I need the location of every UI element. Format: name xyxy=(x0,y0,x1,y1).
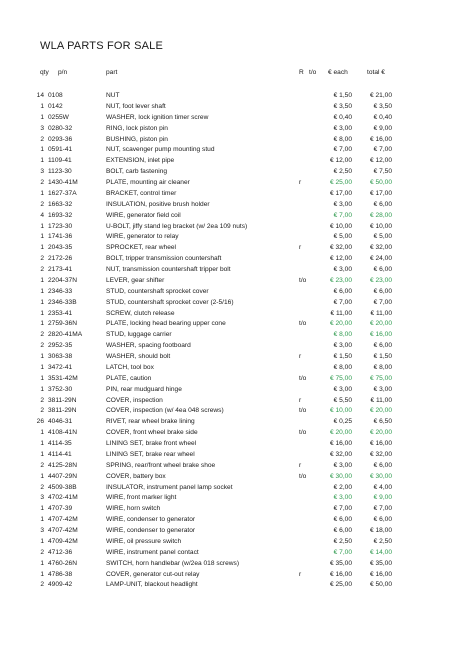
row-each-price: € 7,00 xyxy=(333,505,352,513)
row-each-price: € 12,00 xyxy=(330,157,352,165)
row-part-number: 0108 xyxy=(48,92,63,99)
row-part-name: STUD, luggage carrier xyxy=(106,331,172,339)
row-part-number: 2952-35 xyxy=(48,342,73,350)
row-each-price: € 7,00 xyxy=(333,298,352,306)
row-each-price: € 16,00 xyxy=(330,440,352,447)
row-each-price: € 30,00 xyxy=(330,472,352,480)
row-part-name: WIRE, horn switch xyxy=(106,505,161,513)
row-each-price: € 1,50 xyxy=(333,92,352,99)
row-part-number: 1123-30 xyxy=(48,168,72,176)
row-part-number: 2353-41 xyxy=(48,309,73,317)
row-part-number: 0255W xyxy=(48,113,69,121)
row-each-price: € 35,00 xyxy=(330,559,352,567)
row-each-price: € 6,00 xyxy=(333,287,352,295)
row-each-price: € 16,00 xyxy=(330,570,352,578)
row-part-name: WIRE, generator to relay xyxy=(106,233,179,241)
list-item xyxy=(0,526,459,537)
list-item xyxy=(0,113,459,124)
row-part-name: LINING SET, brake rear wheel xyxy=(106,450,195,458)
row-part-name: NUT, scavenger pump mounting stud xyxy=(106,146,215,154)
header-pn: p/n xyxy=(58,69,68,76)
row-part-name: PLATE, locking head bearing upper cone xyxy=(106,320,226,328)
row-total-price: € 16,00 xyxy=(370,135,392,143)
row-qty: 2 xyxy=(40,396,44,404)
row-part-number: 0591-41 xyxy=(48,146,73,154)
row-total-price: € 75,00 xyxy=(370,374,392,382)
row-each-price: € 3,00 xyxy=(333,200,352,208)
row-part-number: 4407-29N xyxy=(48,472,77,480)
row-r-to: r xyxy=(299,396,302,404)
row-total-price: € 6,00 xyxy=(373,287,392,295)
row-total-price: € 32,00 xyxy=(370,450,392,458)
row-qty: 1 xyxy=(40,450,44,458)
list-item xyxy=(0,396,459,407)
row-each-price: € 0,25 xyxy=(333,418,352,426)
row-each-price: € 8,00 xyxy=(333,135,352,143)
row-each-price: € 11,00 xyxy=(330,309,352,317)
header-total: total € xyxy=(367,69,385,76)
row-total-price: € 6,00 xyxy=(373,342,392,350)
list-item xyxy=(0,156,459,167)
row-total-price: € 4,00 xyxy=(373,483,392,491)
row-each-price: € 6,00 xyxy=(333,527,352,534)
row-part-number: 3472-41 xyxy=(48,363,73,371)
header-r: R xyxy=(299,69,304,76)
row-qty: 14 xyxy=(36,92,44,99)
row-qty: 26 xyxy=(36,418,44,426)
row-part-name: WIRE, instrument panel contact xyxy=(106,548,199,556)
list-item xyxy=(0,428,459,439)
row-each-price: € 2,50 xyxy=(333,537,352,545)
list-item xyxy=(0,559,459,570)
row-part-name: SWITCH, horn handlebar (w/2ea 018 screws) xyxy=(106,559,240,567)
row-part-number: 4760-26N xyxy=(48,559,77,567)
row-part-number: 0293-36 xyxy=(48,135,73,143)
row-part-number: 2346-33 xyxy=(48,287,73,295)
row-r-to: r xyxy=(299,570,302,578)
row-part-name: BOLT, tripper transmission countershaft xyxy=(106,255,222,263)
row-qty: 1 xyxy=(40,537,44,545)
row-qty: 1 xyxy=(40,516,44,524)
row-each-price: € 5,50 xyxy=(333,396,352,404)
row-qty: 2 xyxy=(40,581,44,589)
row-part-name: COVER, battery box xyxy=(106,472,166,480)
row-qty: 2 xyxy=(40,407,44,415)
list-item xyxy=(0,439,459,450)
row-part-number: 4046-31 xyxy=(48,418,73,426)
row-part-name: LATCH, tool box xyxy=(106,363,154,371)
row-part-number: 1693-32 xyxy=(48,211,73,219)
row-total-price: € 32,00 xyxy=(370,244,392,252)
row-qty: 2 xyxy=(40,135,44,143)
row-qty: 2 xyxy=(40,342,44,350)
list-item xyxy=(0,222,459,233)
row-r-to: r xyxy=(299,244,302,252)
row-part-name: COVER, generator cut-out relay xyxy=(106,570,200,578)
row-qty: 2 xyxy=(40,200,44,208)
row-total-price: € 8,00 xyxy=(373,363,392,371)
row-qty: 3 xyxy=(40,168,44,176)
row-each-price: € 8,00 xyxy=(333,363,352,371)
list-item xyxy=(0,189,459,200)
row-total-price: € 7,00 xyxy=(373,505,392,513)
row-qty: 1 xyxy=(40,102,44,110)
list-item xyxy=(0,167,459,178)
row-total-price: € 3,50 xyxy=(373,102,392,110)
list-item xyxy=(0,363,459,374)
row-part-name: WASHER, spacing footboard xyxy=(106,342,191,350)
list-item xyxy=(0,417,459,428)
list-item xyxy=(0,145,459,156)
row-r-to: r xyxy=(299,461,302,469)
row-total-price: € 17,00 xyxy=(370,189,392,197)
row-each-price: € 25,00 xyxy=(330,179,352,186)
row-part-number: 0280-32 xyxy=(48,124,73,132)
row-part-name: NUT xyxy=(106,92,120,99)
row-total-price: € 30,00 xyxy=(370,472,392,480)
row-each-price: € 7,00 xyxy=(333,548,352,556)
row-total-price: € 0,40 xyxy=(373,113,392,121)
row-total-price: € 1,50 xyxy=(373,353,392,360)
row-part-name: BOLT, carb fastening xyxy=(106,168,168,176)
list-item xyxy=(0,178,459,189)
row-total-price: € 18,00 xyxy=(370,527,392,534)
row-part-number: 4509-38B xyxy=(48,483,77,491)
row-qty: 1 xyxy=(40,233,44,241)
row-qty: 1 xyxy=(40,570,44,578)
row-part-number: 4125-28N xyxy=(48,461,77,469)
row-qty: 3 xyxy=(40,494,44,502)
row-part-number: 1109-41 xyxy=(48,157,72,165)
row-total-price: € 21,00 xyxy=(370,92,392,99)
row-part-number: 4786-38 xyxy=(48,570,73,578)
row-part-name: EXTENSION, inlet pipe xyxy=(106,157,175,165)
row-each-price: € 3,00 xyxy=(333,385,352,393)
row-total-price: € 11,00 xyxy=(370,396,392,404)
row-part-name: COVER, inspection (w/ 4ea 048 screws) xyxy=(106,407,224,415)
header-part: part xyxy=(106,69,118,76)
row-total-price: € 20,00 xyxy=(370,429,392,437)
row-each-price: € 3,00 xyxy=(333,461,352,469)
row-part-name: RING, lock piston pin xyxy=(106,124,168,132)
list-item xyxy=(0,91,459,102)
list-item xyxy=(0,319,459,330)
row-each-price: € 10,00 xyxy=(330,407,352,415)
row-each-price: € 2,50 xyxy=(333,168,352,176)
row-part-name: U-BOLT, jiffy stand leg bracket (w/ 2ea 109 nuts) xyxy=(106,222,248,230)
row-total-price: € 11,00 xyxy=(370,309,392,317)
row-each-price: € 20,00 xyxy=(330,320,352,328)
list-item xyxy=(0,276,459,287)
row-part-number: 3752-30 xyxy=(48,385,73,393)
list-item xyxy=(0,124,459,135)
row-qty: 1 xyxy=(40,472,44,480)
row-part-name: WIRE, oil pressure switch xyxy=(106,537,182,545)
row-each-price: € 3,50 xyxy=(333,102,352,110)
row-part-name: BRACKET, control timer xyxy=(106,189,177,197)
row-part-number: 1663-32 xyxy=(48,200,73,208)
row-qty: 1 xyxy=(40,146,44,154)
row-qty: 1 xyxy=(40,309,44,317)
row-qty: 1 xyxy=(40,298,44,306)
row-qty: 1 xyxy=(40,429,44,437)
row-each-price: € 32,00 xyxy=(330,244,352,252)
row-qty: 2 xyxy=(40,179,44,186)
row-r-to: t/o xyxy=(299,276,307,284)
row-total-price: € 6,50 xyxy=(373,418,392,426)
row-part-number: 0142 xyxy=(48,102,63,110)
row-r-to: t/o xyxy=(299,320,307,328)
row-part-number: 1741-36 xyxy=(48,233,73,241)
row-part-number: 2173-41 xyxy=(48,266,73,273)
row-part-name: PLATE, mounting air cleaner xyxy=(106,179,190,186)
row-part-number: 4707-39 xyxy=(48,505,73,513)
header-qty: qty xyxy=(40,69,49,76)
list-item xyxy=(0,243,459,254)
parts-list xyxy=(0,91,459,591)
row-part-name: PLATE, caution xyxy=(106,374,152,382)
row-part-name: WIRE, condenser to generator xyxy=(106,516,196,524)
row-each-price: € 25,00 xyxy=(330,581,352,589)
row-each-price: € 5,00 xyxy=(333,233,352,241)
row-qty: 4 xyxy=(40,211,44,219)
row-total-price: € 9,00 xyxy=(373,494,392,502)
row-total-price: € 14,00 xyxy=(370,548,392,556)
row-total-price: € 20,00 xyxy=(370,407,392,415)
row-total-price: € 12,00 xyxy=(370,157,392,165)
row-qty: 1 xyxy=(40,157,44,165)
row-qty: 2 xyxy=(40,483,44,491)
row-qty: 1 xyxy=(40,385,44,393)
row-qty: 3 xyxy=(40,527,44,534)
row-part-number: 3531-42M xyxy=(48,374,78,382)
row-part-name: PIN, rear mudguard hinge xyxy=(106,385,182,393)
row-qty: 1 xyxy=(40,320,44,328)
row-part-number: 2204-37N xyxy=(48,276,77,284)
header-each: € each xyxy=(328,69,348,76)
row-part-name: STUD, countershaft sprocket cover xyxy=(106,287,209,295)
row-each-price: € 8,00 xyxy=(333,331,352,339)
row-part-number: 4108-41N xyxy=(48,429,77,437)
row-each-price: € 3,00 xyxy=(333,494,352,502)
list-item xyxy=(0,309,459,320)
row-r-to: t/o xyxy=(299,374,307,382)
row-part-name: NUT, foot lever shaft xyxy=(106,102,166,110)
row-qty: 2 xyxy=(40,255,44,263)
row-total-price: € 2,50 xyxy=(373,537,392,545)
row-each-price: € 3,00 xyxy=(333,124,352,132)
list-item xyxy=(0,200,459,211)
row-part-number: 1627-37A xyxy=(48,189,77,197)
header-to: t/o xyxy=(309,69,317,76)
row-total-price: € 24,00 xyxy=(370,255,392,263)
row-each-price: € 12,00 xyxy=(330,255,352,263)
row-qty: 1 xyxy=(40,113,44,121)
row-part-number: 4114-41 xyxy=(48,450,72,458)
row-qty: 1 xyxy=(40,559,44,567)
row-part-number: 4114-35 xyxy=(48,440,72,447)
list-item xyxy=(0,472,459,483)
row-each-price: € 6,00 xyxy=(333,516,352,524)
row-total-price: € 3,00 xyxy=(373,385,392,393)
row-part-number: 4909-42 xyxy=(48,581,73,589)
row-part-name: RIVET, rear wheel brake lining xyxy=(106,418,195,426)
row-r-to: t/o xyxy=(299,429,307,437)
row-part-name: STUD, countershaft sprocket cover (2-5/16) xyxy=(106,298,234,306)
row-qty: 3 xyxy=(40,124,44,132)
row-total-price: € 16,00 xyxy=(370,440,392,447)
row-part-number: 2346-33B xyxy=(48,298,77,306)
row-total-price: € 7,50 xyxy=(373,168,392,176)
row-part-number: 1430-41M xyxy=(48,179,78,186)
row-total-price: € 7,00 xyxy=(373,298,392,306)
row-qty: 2 xyxy=(40,548,44,556)
list-item xyxy=(0,504,459,515)
row-total-price: € 28,00 xyxy=(370,211,392,219)
row-total-price: € 6,00 xyxy=(373,516,392,524)
row-total-price: € 6,00 xyxy=(373,461,392,469)
row-part-name: SPROCKET, rear wheel xyxy=(106,244,176,252)
row-part-number: 4707-42M xyxy=(48,527,78,534)
row-total-price: € 6,00 xyxy=(373,200,392,208)
row-each-price: € 3,00 xyxy=(333,342,352,350)
row-part-name: COVER, inspection xyxy=(106,396,163,404)
list-item xyxy=(0,232,459,243)
list-item xyxy=(0,515,459,526)
row-part-name: LAMP-UNIT, blackout headlight xyxy=(106,581,198,589)
row-each-price: € 32,00 xyxy=(330,450,352,458)
row-each-price: € 10,00 xyxy=(330,222,352,230)
list-item xyxy=(0,385,459,396)
row-each-price: € 23,00 xyxy=(330,276,352,284)
list-item xyxy=(0,483,459,494)
row-r-to: r xyxy=(299,353,302,360)
list-item xyxy=(0,211,459,222)
row-total-price: € 10,00 xyxy=(370,222,392,230)
row-part-name: WIRE, condenser to generator xyxy=(106,527,196,534)
row-qty: 1 xyxy=(40,244,44,252)
row-total-price: € 9,00 xyxy=(373,124,392,132)
row-qty: 1 xyxy=(40,353,44,360)
row-r-to: r xyxy=(299,179,302,186)
row-qty: 2 xyxy=(40,331,44,339)
list-item xyxy=(0,287,459,298)
list-item xyxy=(0,341,459,352)
row-total-price: € 16,00 xyxy=(370,331,392,339)
row-part-name: SCREW, clutch release xyxy=(106,309,175,317)
row-total-price: € 7,00 xyxy=(373,146,392,154)
row-part-name: WASHER, should bolt xyxy=(106,353,171,360)
list-item xyxy=(0,461,459,472)
row-part-name: LEVER, gear shifter xyxy=(106,276,165,284)
row-total-price: € 23,00 xyxy=(370,276,392,284)
page-title: WLA PARTS FOR SALE xyxy=(40,40,164,52)
row-part-name: SPRING, rear/front wheel brake shoe xyxy=(106,461,216,469)
row-part-number: 3063-38 xyxy=(48,353,73,360)
list-item xyxy=(0,406,459,417)
row-qty: 1 xyxy=(40,363,44,371)
row-part-number: 2043-35 xyxy=(48,244,73,252)
row-part-name: INSULATION, positive brush holder xyxy=(106,200,210,208)
list-item xyxy=(0,135,459,146)
row-part-name: WASHER, lock ignition timer screw xyxy=(106,113,209,121)
row-qty: 2 xyxy=(40,461,44,469)
row-qty: 1 xyxy=(40,374,44,382)
list-item xyxy=(0,298,459,309)
row-part-number: 4709-42M xyxy=(48,537,78,545)
row-part-number: 2820-41MA xyxy=(48,331,83,339)
row-part-number: 2172-26 xyxy=(48,255,73,263)
row-r-to: t/o xyxy=(299,407,307,415)
list-item xyxy=(0,537,459,548)
row-each-price: € 17,00 xyxy=(330,189,352,197)
row-each-price: € 75,00 xyxy=(330,374,352,382)
list-item xyxy=(0,580,459,591)
list-item xyxy=(0,352,459,363)
list-item xyxy=(0,374,459,385)
row-part-name: COVER, front wheel brake side xyxy=(106,429,198,437)
list-item xyxy=(0,493,459,504)
row-each-price: € 1,50 xyxy=(333,353,352,360)
row-qty: 1 xyxy=(40,505,44,513)
row-part-name: LINING SET, brake front wheel xyxy=(106,440,197,447)
row-each-price: € 20,00 xyxy=(330,429,352,437)
row-each-price: € 0,40 xyxy=(333,113,352,121)
row-qty: 1 xyxy=(40,287,44,295)
row-part-name: BUSHING, piston pin xyxy=(106,135,168,143)
row-part-name: INSULATOR, instrument panel lamp socket xyxy=(106,483,233,491)
row-each-price: € 2,00 xyxy=(333,483,352,491)
row-total-price: € 5,00 xyxy=(373,233,392,241)
row-part-name: WIRE, front marker light xyxy=(106,494,177,502)
row-each-price: € 3,00 xyxy=(333,266,352,273)
row-qty: 1 xyxy=(40,276,44,284)
row-part-number: 4712-36 xyxy=(48,548,73,556)
list-item xyxy=(0,265,459,276)
row-r-to: t/o xyxy=(299,472,307,480)
list-item xyxy=(0,570,459,581)
row-qty: 1 xyxy=(40,189,44,197)
row-total-price: € 35,00 xyxy=(370,559,392,567)
row-part-number: 4702-41M xyxy=(48,494,78,502)
list-item xyxy=(0,450,459,461)
row-total-price: € 16,00 xyxy=(370,570,392,578)
row-part-number: 3811-29N xyxy=(48,396,77,404)
row-total-price: € 20,00 xyxy=(370,320,392,328)
list-item xyxy=(0,102,459,113)
row-each-price: € 7,00 xyxy=(333,146,352,154)
list-item xyxy=(0,330,459,341)
row-part-number: 1723-30 xyxy=(48,222,73,230)
list-item xyxy=(0,548,459,559)
row-qty: 1 xyxy=(40,222,44,230)
row-total-price: € 50,00 xyxy=(370,581,392,589)
row-part-name: WIRE, generator field coil xyxy=(106,211,181,219)
row-part-name: NUT, transmission countershaft tripper bolt xyxy=(106,266,231,273)
row-total-price: € 6,00 xyxy=(373,266,392,273)
row-each-price: € 7,00 xyxy=(333,211,352,219)
row-qty: 2 xyxy=(40,266,44,273)
row-part-number: 3811-29N xyxy=(48,407,77,415)
row-part-number: 4707-42M xyxy=(48,516,78,524)
row-total-price: € 50,00 xyxy=(370,179,392,186)
row-part-number: 2759-36N xyxy=(48,320,77,328)
list-item xyxy=(0,254,459,265)
row-qty: 1 xyxy=(40,440,44,447)
